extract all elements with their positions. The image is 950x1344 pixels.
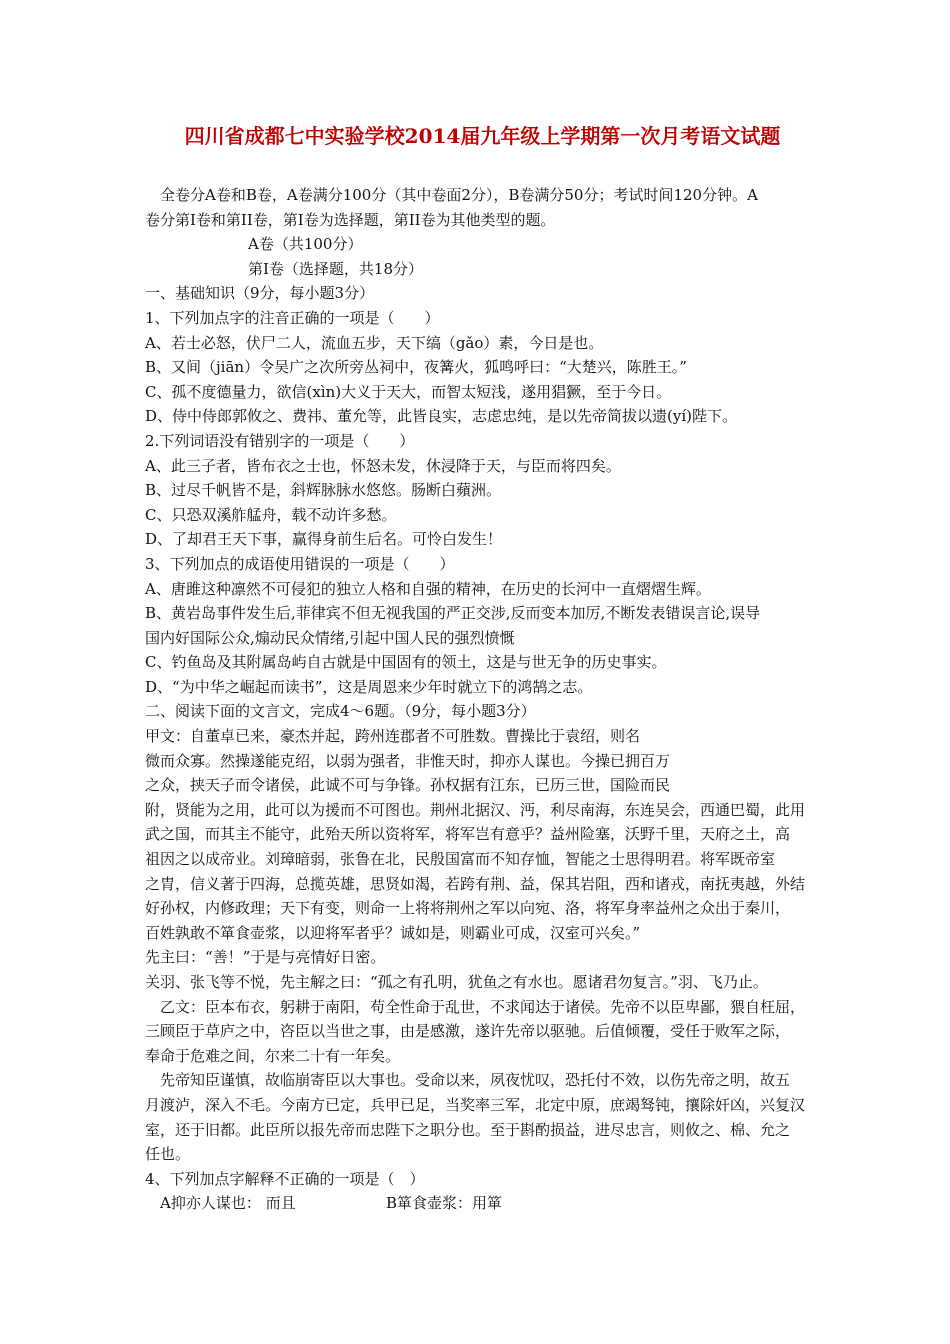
text-line: C、孤不度德量力，欲信(xìn)大义于天大，而智太短浅，遂用猖獗，至于今日。 [145,382,672,401]
text-line: 关羽、张飞等不悦，先主解之曰：“孤之有孔明，犹鱼之有水也。愿诸君勿复言。”羽、飞乃止。 [145,973,768,991]
text-line: 甲文：自董卓已来，豪杰并起，跨州连郡者不可胜数。曹操比于袁绍，则名 [145,727,641,746]
text-line: 任也。 [145,1145,191,1164]
document-title: 四川省成都七中实验学校2014届九年级上学期第一次月考语文试题 [184,124,781,148]
text-line: 附，贤能为之用，此可以为援而不可图也。荆州北据汉、沔，利尽南海，东连吴会，西通巴蜀，此用 [145,800,806,819]
text-line: B、过尽千帆皆不是，斜辉脉脉水悠悠。肠断白蘋洲。 [145,481,502,500]
text-line: 微而众寡。然操遂能克绍，以弱为强者，非惟天时，抑亦人谋也。今操已拥百万 [145,751,671,770]
text-line: 先主曰：“善！”于是与亮情好日密。 [145,948,386,967]
text-line: 4、下列加点字解释不正确的一项是（ ） [145,1169,425,1188]
text-line: 一、基础知识（9分，每小题3分） [145,284,375,303]
text-line: D、“为中华之崛起而读书”，这是周恩来少年时就立下的鸿鹄之志。 [145,677,593,696]
text-line: 二、阅读下面的文言文，完成4～6题。（9分，每小题3分） [145,702,536,721]
text-line: 1、下列加点字的注音正确的一项是（ ） [145,308,440,327]
question-4-options [145,1191,830,1216]
text-line: 3、下列加点的成语使用错误的一项是（ ） [145,554,455,573]
text-line: A、唐雎这种凛然不可侵犯的独立人格和自强的精神，在历史的长河中一直熠熠生辉。 [145,579,711,598]
text-line: D、了却君王天下事，赢得身前生后名。可怜白发生！ [145,530,503,549]
text-line: 先帝知臣谨慎，故临崩寄臣以大事也。受命以来，夙夜忧叹，恐托付不效，以伤先帝之明，故五 [160,1071,791,1090]
text-line: 祖因之以成帝业。刘璋暗弱，张鲁在北，民殷国富而不知存恤，智能之士思得明君。将军既帝室 [145,850,776,869]
text-line: 武之国，而其主不能守，此殆天所以资将军，将军岂有意乎？益州险塞，沃野千里，天府之土，高 [145,825,791,844]
text-line: 室，还于旧都。此臣所以报先帝而忠陛下之职分也。至于斟酌损益，进尽忠言，则攸之、棉、允之 [145,1120,791,1139]
text-line: 奉命于危难之间，尔来二十有一年矣。 [145,1046,401,1065]
text-line: 2.下列词语没有错别字的一项是（ ） [145,431,415,450]
text-line: 乙文：臣本布衣，躬耕于南阳，苟全性命于乱世，不求闻达于诸侯。先帝不以臣卑鄙，猥自枉屈， [160,997,806,1016]
text-line: 三顾臣于草庐之中，咨臣以当世之事，由是感激，遂许先帝以驱驰。后值倾覆，受任于败军之际， [145,1022,791,1041]
text-line: 国内好国际公众,煽动民众情绪,引起中国人民的强烈愤慨 [145,628,515,647]
text-line: C、钓鱼岛及其附属岛屿自古就是中国固有的领土，这是与世无争的历史事实。 [145,653,667,672]
text-line: 百姓孰敢不箪食壶浆，以迎将军者乎？诚如是，则霸业可成，汉室可兴矣。” [145,923,641,942]
text-line: 第I卷（选择题，共18分） [248,259,424,278]
option-b: B箪食壶浆：用箪 [386,1194,503,1213]
text-line: 全卷分A卷和B卷，A卷满分100分（其中卷面2分），B卷满分50分；考试时间120分钟。A [160,186,758,204]
text-line: B、黄岩岛事件发生后,菲律宾不但无视我国的严正交涉,反而变本加厉,不断发表错误言论,误导 [145,604,761,623]
option-a: A抑亦人谋也： 而且 [160,1194,296,1213]
text-line: 之众，挟天子而令诸侯，此诚不可与争锋。孙权据有江东，已历三世，国险而民 [145,776,671,795]
text-line: 之胄，信义著于四海，总揽英雄，思贤如渴，若跨有荆、益，保其岩阻，西和诸戎，南抚夷越，外结 [145,874,806,893]
text-line: A卷（共100分） [248,235,363,254]
text-line: B、又间（jiān）令吴广之次所旁丛祠中，夜篝火，狐鸣呼曰：“大楚兴，陈胜王。” [145,358,687,377]
document-body [145,183,830,1191]
text-line: 卷分第I卷和第II卷，第I卷为选择题，第II卷为其他类型的题。 [145,210,556,229]
text-line: C、只恐双溪舴艋舟，载不动许多愁。 [145,505,397,524]
text-line: D、侍中侍郎郭攸之、费祎、董允等，此皆良实，志虑忠纯，是以先帝简拔以遗(yí)陛下。 [145,407,738,426]
text-line: A、此三子者，皆布衣之士也，怀怒未发，休浸降于天，与臣而将四矣。 [145,456,621,475]
text-line: 好孙权，内修政理；天下有变，则命一上将将荆州之军以向宛、洛，将军身率益州之众出于秦川， [145,899,791,918]
text-line: A、若士必怒，伏尸二人，流血五步，天下缟（gǎo）素，今日是也。 [145,333,604,352]
text-line: 月渡泸，深入不毛。今南方已定，兵甲已足，当奖率三军，北定中原，庶竭驽钝，攘除奸凶，兴复汉 [145,1095,806,1114]
